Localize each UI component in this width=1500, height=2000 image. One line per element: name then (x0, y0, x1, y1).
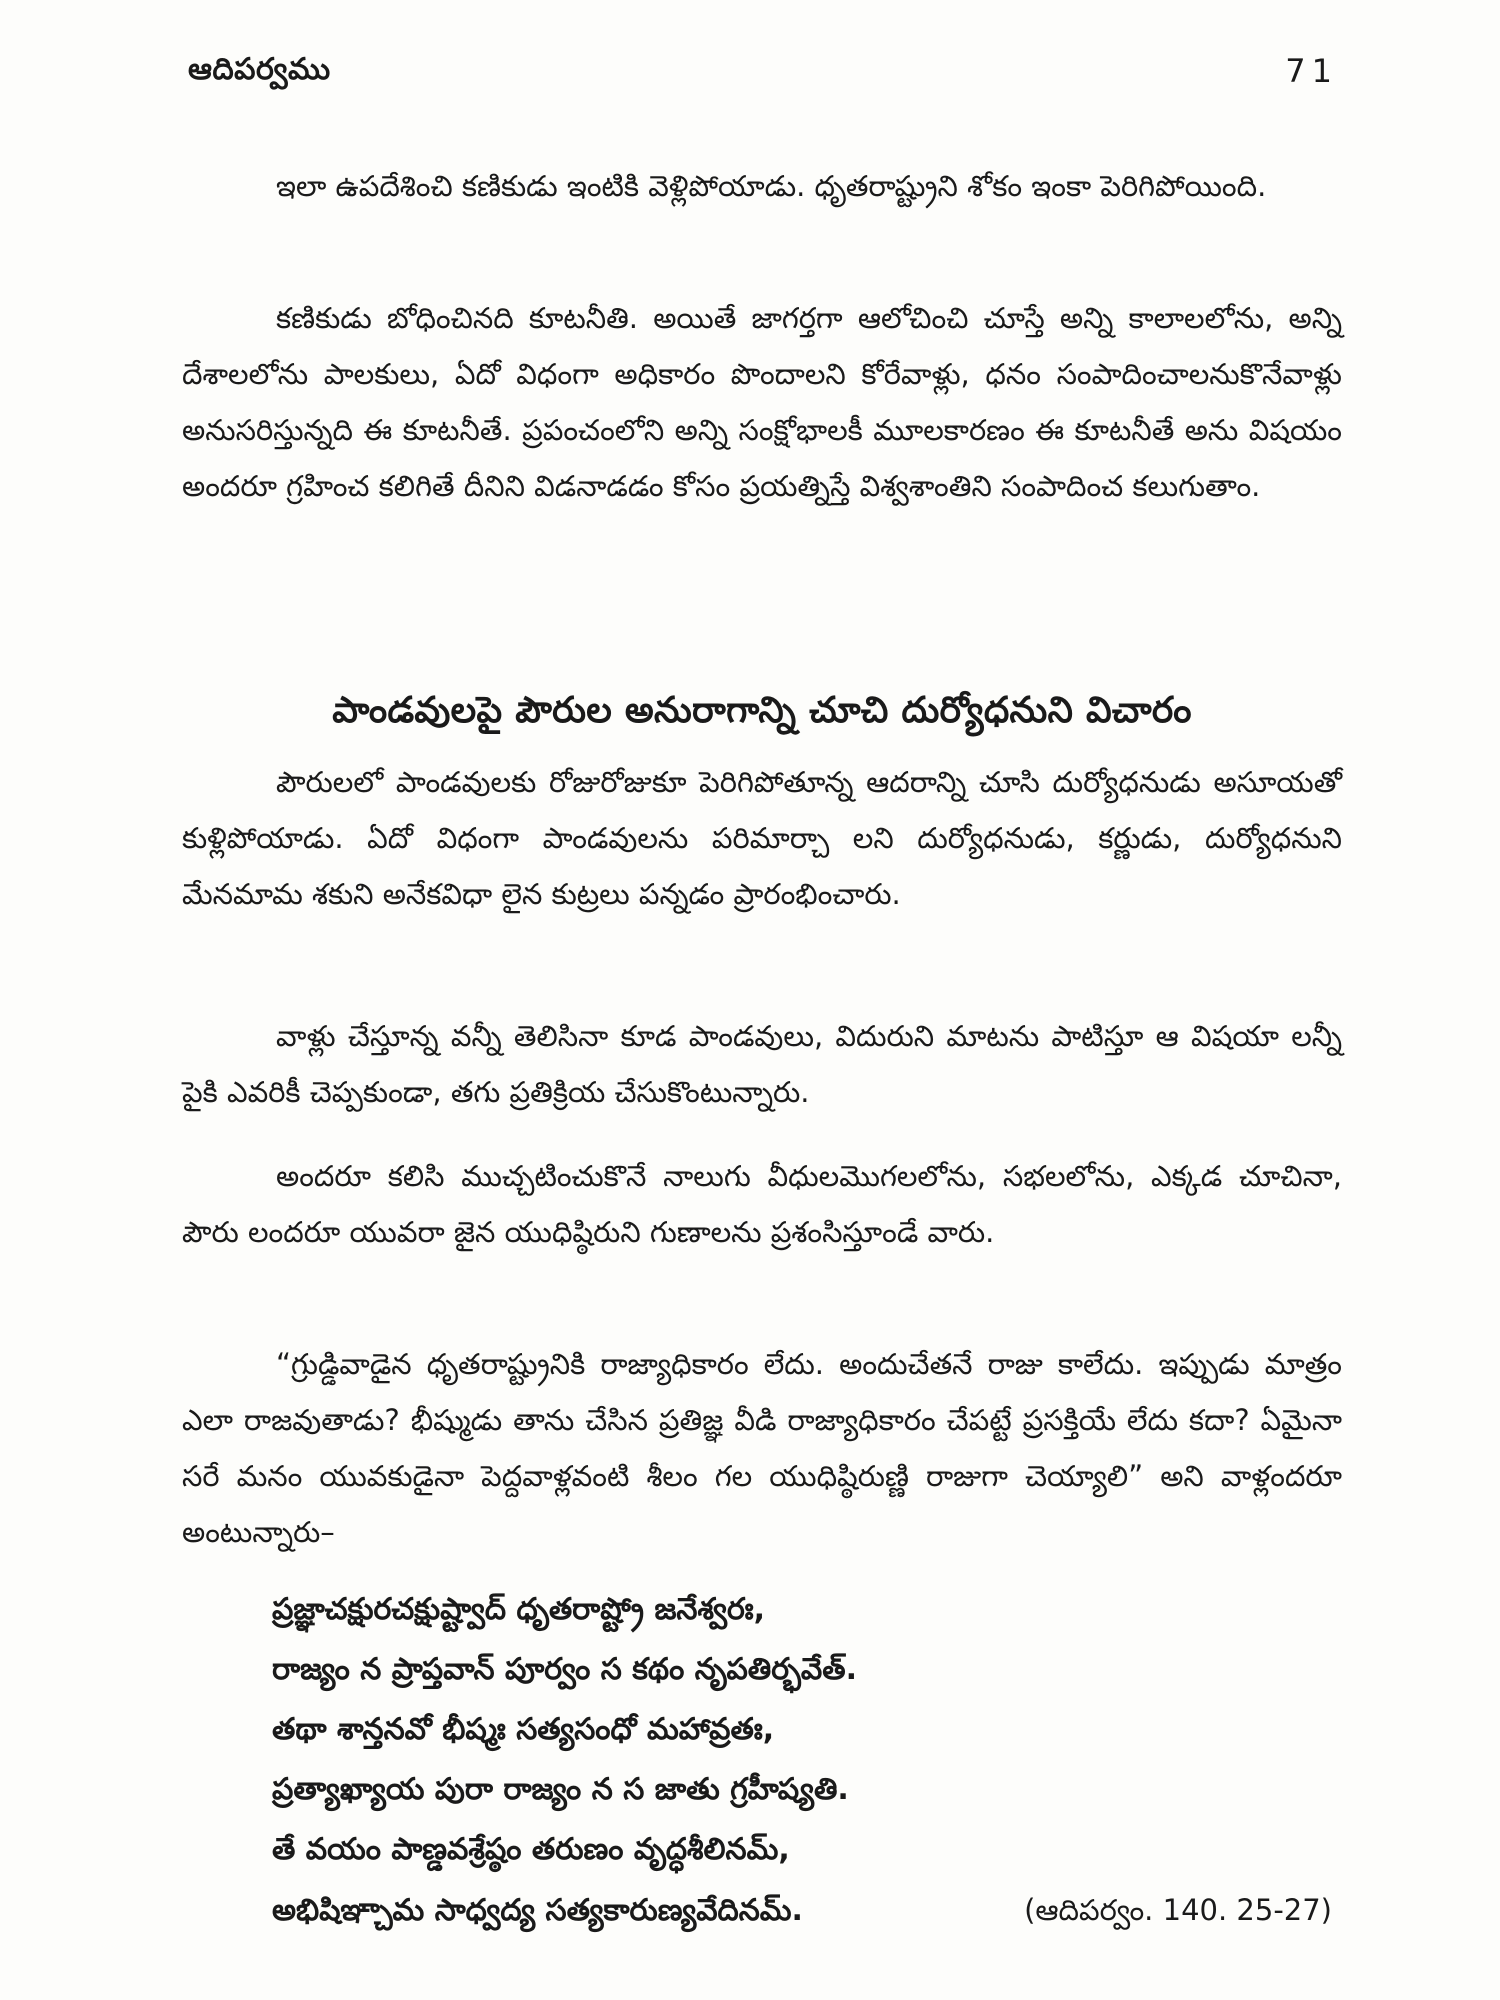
verse-line: తథా శాన్తనవో భీష్మః సత్యసంధో మహావ్రతః, (272, 1712, 775, 1747)
section-paragraph-1 (182, 754, 1342, 922)
paragraph-2 (182, 290, 1342, 514)
section-heading: పాండవులపై పౌరుల అనురాగాన్ని చూచి దుర్యోధనుని విచారం (332, 690, 1192, 731)
paragraph-text: అందరూ కలిసి ముచ్చటించుకొనే నాలుగు వీధులమొగలలోను, సభలలోను, ఎక్కడ చూచినా, పౌరు లందరూ యువరా జైన యుధిష్ఠిరుని గుణాలను ప్రశంసిస్తూండే వారు. (182, 1159, 1342, 1249)
paragraph-text: వాళ్లు చేస్తూన్న వన్నీ తెలిసినా కూడ పాండవులు, విదురుని మాటను పాటిస్తూ ఆ విషయా లన్నీ పైకి ఎవరికీ చెప్పకుండా, తగు ప్రతిక్రియ చేసుకొంటున్నారు. (182, 1019, 1342, 1109)
paragraph-text: “గ్రుడ్డివాడైన ధృతరాష్ట్రునికి రాజ్యాధికారం లేదు. అందుచేతనే రాజు కాలేదు. ఇప్పుడు మాత్రం ఎలా రాజవుతాడు? భీష్ముడు తాను చేసిన ప్రతిజ్ఞ వీడి రాజ్యాధికారం చేపట్టే ప్రసక్తియే లేదు కదా? ఏమైనా సరే మనం యువకుడైనా పెద్దవాళ్లవంటి శీలం గల యుధిష్ఠిరుణ్ణి రాజుగా చెయ్యాలి” అని వాళ్లందరూ అంటున్నారు– (182, 1347, 1342, 1549)
verse-line: అభిషిఞ్చామ సాధ్వద్య సత్యకారుణ్యవేదినమ్. (272, 1893, 803, 1928)
verse-line: తే వయం పాణ్డవశ్రేష్ఠం తరుణం వృద్ధశీలినమ్, (272, 1832, 790, 1867)
verse-line: రాజ్యం న ప్రాప్తవాన్ పూర్వం స కథం నృపతిర్భవేత్. (272, 1652, 857, 1687)
verse-line: ప్రత్యాఖ్యాయ పురా రాజ్యం న స జాతు గ్రహీష్యతి. (272, 1772, 849, 1807)
paragraph-text: పౌరులలో పాండవులకు రోజురోజుకూ పెరిగిపోతూన్న ఆదరాన్ని చూసి దుర్యోధనుడు అసూయతో కుళ్లిపోయాడు. ఏదో విధంగా పాండవులను పరిమార్చా లని దుర్యోధనుడు, కర్ణుడు, దుర్యోధనుని మేనమామ శకుని అనేకవిధా లైన కుట్రలు పన్నడం ప్రారంభించారు. (182, 765, 1342, 911)
page-number: 71 (1285, 52, 1338, 90)
paragraph-text: ఇలా ఉపదేశించి కణికుడు ఇంటికి వెళ్లిపోయాడు. ధృతరాష్ట్రుని శోకం ఇంకా పెరిగిపోయింది. (276, 169, 1267, 203)
section-paragraph-4 (182, 1336, 1342, 1560)
verse-line: ప్రజ్ఞాచక్షురచక్షుష్ట్వాద్ ధృతరాష్ట్రో జనేశ్వరః, (272, 1592, 766, 1627)
sanskrit-verse (272, 1580, 1332, 1941)
running-title: ఆదిపర్వము (188, 52, 331, 87)
running-header (188, 52, 1338, 102)
verse-citation: (ఆదిపర్వం. 140. 25-27) (1024, 1893, 1332, 1927)
paragraph-1 (182, 158, 1342, 214)
paragraph-text: కణికుడు బోధించినది కూటనీతి. అయితే జాగర్తగా ఆలోచించి చూస్తే అన్ని కాలాలలోను, అన్ని దేశాలలోను పాలకులు, ఏదో విధంగా అధికారం పొందాలని కోరేవాళ్లు, ధనం సంపాదించాలనుకొనేవాళ్లు అనుసరిస్తున్నది ఈ కూటనీతే. ప్రపంచంలోని అన్ని సంక్షోభాలకీ మూలకారణం ఈ కూటనీతే అను విషయం అందరూ గ్రహించ కలిగితే దీనిని విడనాడడం కోసం ప్రయత్నిస్తే విశ్వశాంతిని సంపాదించ కలుగుతాం. (182, 301, 1342, 503)
verse-last-row (272, 1880, 1332, 1941)
section-paragraph-2 (182, 1008, 1342, 1120)
section-paragraph-3 (182, 1148, 1342, 1260)
